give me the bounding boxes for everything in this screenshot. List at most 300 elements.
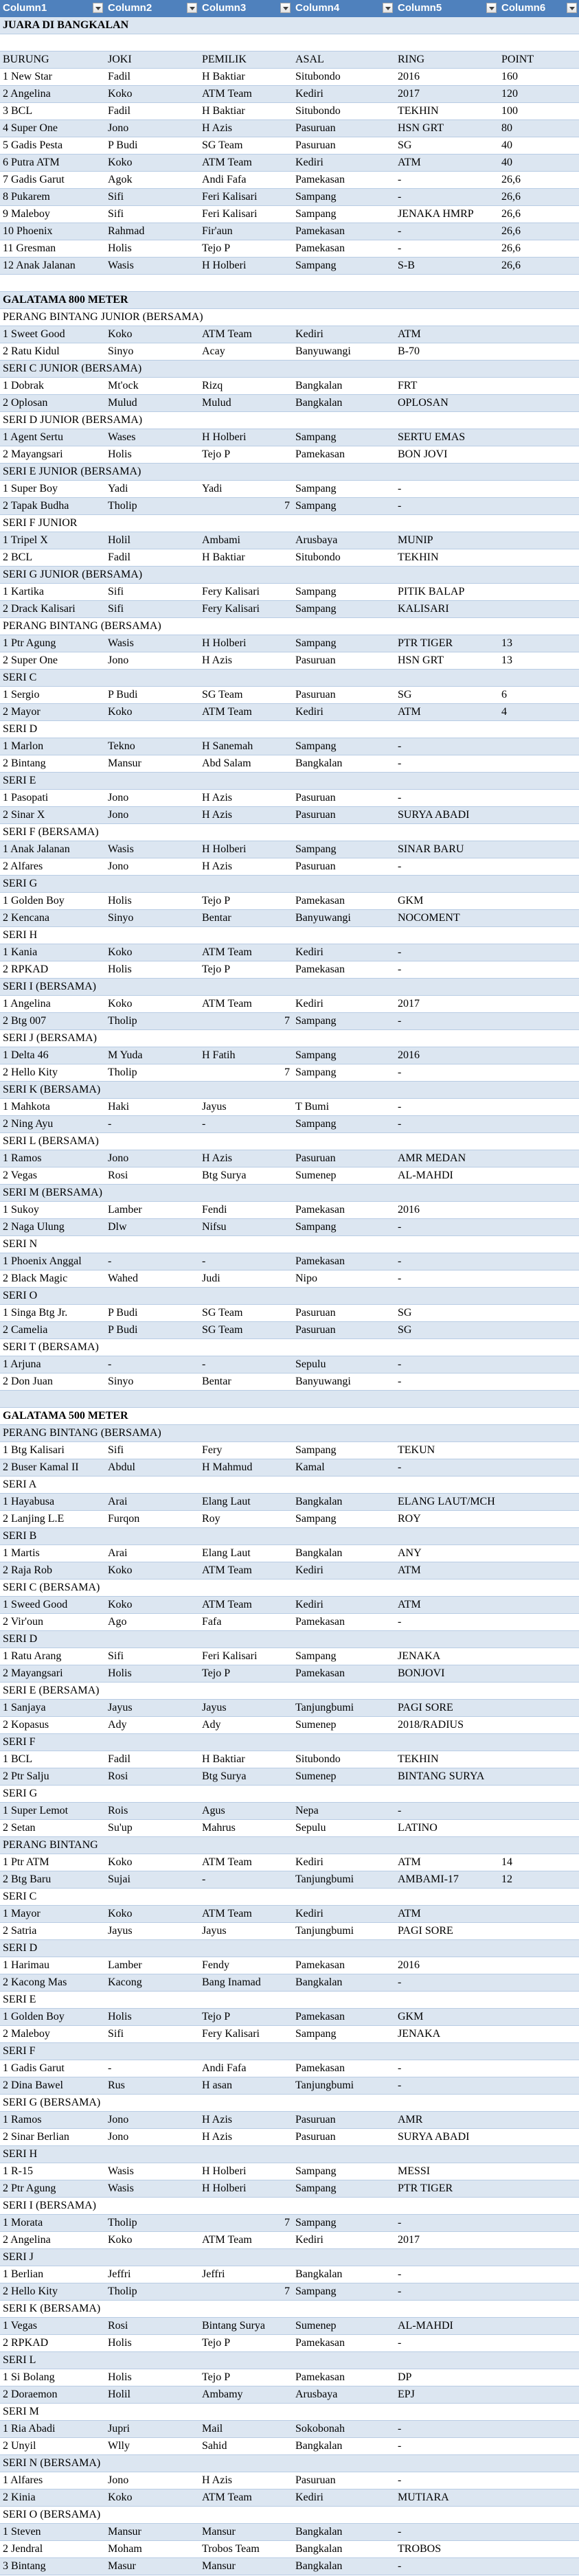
cell-column4[interactable]: Sampang: [295, 1118, 337, 1130]
cell-column2[interactable]: Koko: [108, 1908, 133, 1919]
cell-column4[interactable]: Pasuruan: [295, 2131, 336, 2143]
cell-column3[interactable]: Fafa: [202, 1616, 222, 1628]
cell-column6[interactable]: [499, 1545, 579, 1562]
cell-column3[interactable]: H Holberi: [202, 431, 247, 443]
cell-column3[interactable]: Sahid: [202, 2440, 227, 2452]
cell-column1[interactable]: SERI K (BERSAMA): [3, 2303, 101, 2314]
cell-column5[interactable]: S-B: [398, 260, 415, 271]
cell-column2[interactable]: P Budi: [108, 139, 138, 151]
cell-column2[interactable]: P Budi: [108, 1307, 138, 1319]
cell-column4[interactable]: [293, 1786, 395, 1802]
cell-column4[interactable]: Sampang: [295, 603, 337, 615]
cell-column1[interactable]: SERI F: [3, 1736, 36, 1748]
cell-column2[interactable]: Koko: [108, 328, 133, 340]
cell-column6[interactable]: [499, 1082, 579, 1098]
cell-column1[interactable]: 2 Btg Baru: [3, 1873, 52, 1885]
cell-column5[interactable]: JENAKA: [398, 1650, 441, 1662]
cell-column3[interactable]: SG Team: [202, 1307, 243, 1319]
filter-dropdown-button[interactable]: [567, 3, 577, 13]
cell-column3[interactable]: [199, 1030, 293, 1047]
cell-column2[interactable]: [105, 1734, 199, 1751]
cell-column2[interactable]: Wasis: [108, 2182, 134, 2194]
cell-column3[interactable]: 7: [284, 2286, 290, 2297]
cell-column2[interactable]: Jayus: [108, 1702, 133, 1713]
cell-column6[interactable]: [499, 1665, 579, 1682]
cell-column6[interactable]: [499, 549, 579, 566]
cell-column6[interactable]: [499, 1992, 579, 2008]
cell-column2[interactable]: Rois: [108, 1805, 128, 1816]
cell-column5[interactable]: [395, 2352, 499, 2369]
cell-column2[interactable]: Wasis: [108, 2165, 134, 2177]
cell-column6[interactable]: [499, 1751, 579, 1768]
cell-column1[interactable]: 2 Tapak Budha: [3, 500, 69, 512]
column-header-2[interactable]: [105, 0, 199, 16]
cell-column4[interactable]: Pasuruan: [295, 1324, 336, 1336]
cell-column6[interactable]: [499, 1288, 579, 1304]
cell-column6[interactable]: [499, 515, 579, 532]
cell-column5[interactable]: 2017: [398, 998, 420, 1010]
cell-column6[interactable]: [499, 1236, 579, 1253]
cell-column2[interactable]: Holil: [108, 534, 130, 546]
cell-column5[interactable]: 2016: [398, 71, 420, 82]
cell-column4[interactable]: [293, 1408, 395, 1424]
cell-column4[interactable]: Sampang: [295, 740, 337, 752]
cell-column4[interactable]: Sampang: [295, 2028, 337, 2040]
cell-column5[interactable]: [395, 2198, 499, 2214]
cell-column1[interactable]: 1 Ria Abadi: [3, 2423, 56, 2435]
cell-column4[interactable]: Pamekasan: [295, 2337, 345, 2349]
cell-column1[interactable]: 3 BCL: [3, 105, 33, 117]
cell-column1[interactable]: 10 Phoenix: [3, 225, 53, 237]
cell-column2[interactable]: Wasis: [108, 843, 134, 855]
cell-column4[interactable]: Kediri: [295, 1599, 323, 1610]
cell-column1[interactable]: SERI G (BERSAMA): [3, 2097, 101, 2108]
cell-column1[interactable]: SERI A: [3, 1479, 37, 1490]
cell-column1[interactable]: 1 Ramos: [3, 1152, 42, 1164]
cell-column1[interactable]: 2 Btg 007: [3, 1015, 47, 1027]
cell-column2[interactable]: [105, 773, 199, 789]
cell-column4[interactable]: [293, 1391, 395, 1407]
cell-column1[interactable]: SERI J (BERSAMA): [3, 1032, 97, 1044]
cell-column1[interactable]: 2 Alfares: [3, 860, 43, 872]
cell-column6[interactable]: [499, 2163, 579, 2180]
cell-column4[interactable]: Sampang: [295, 2286, 337, 2297]
cell-column5[interactable]: [395, 670, 499, 686]
cell-column4[interactable]: Pamekasan: [295, 1204, 345, 1216]
cell-column5[interactable]: [395, 876, 499, 892]
cell-column1[interactable]: 1 Kania: [3, 946, 38, 958]
cell-column1[interactable]: 7 Gadis Garut: [3, 174, 65, 185]
cell-column4[interactable]: [293, 876, 395, 892]
cell-column5[interactable]: -: [398, 2079, 402, 2091]
cell-column6[interactable]: [499, 1580, 579, 1596]
cell-column1[interactable]: SERI D: [3, 723, 38, 735]
cell-column3[interactable]: ATM Team: [202, 998, 252, 1010]
cell-column4[interactable]: Sampang: [295, 1513, 337, 1525]
cell-column5[interactable]: -: [398, 191, 402, 203]
cell-column5[interactable]: KALISARI: [398, 603, 449, 615]
cell-column1[interactable]: 12 Anak Jalanan: [3, 260, 76, 271]
cell-column5[interactable]: -: [398, 946, 402, 958]
cell-column1[interactable]: 2 Unyil: [3, 2440, 36, 2452]
cell-column1[interactable]: 2 Sinar Berlian: [3, 2131, 69, 2143]
cell-column2[interactable]: [105, 1940, 199, 1957]
cell-column6[interactable]: [499, 1974, 579, 1991]
cell-column5[interactable]: [395, 721, 499, 738]
cell-column4[interactable]: [293, 2404, 395, 2420]
cell-column2[interactable]: [105, 1408, 199, 1424]
cell-column6[interactable]: [499, 2335, 579, 2351]
cell-column3[interactable]: H Azis: [202, 2114, 232, 2125]
cell-column5[interactable]: PTR TIGER: [398, 637, 453, 649]
cell-column1[interactable]: 1 Agent Sertu: [3, 431, 63, 443]
cell-column1[interactable]: 1 Delta 46: [3, 1049, 49, 1061]
cell-column6[interactable]: [499, 1614, 579, 1630]
cell-column1[interactable]: SERI M (BERSAMA): [3, 1187, 102, 1198]
cell-column2[interactable]: Sifi: [108, 191, 124, 203]
cell-column1[interactable]: SERI B: [3, 1530, 37, 1542]
cell-column3[interactable]: Ambamy: [202, 2389, 243, 2400]
cell-column4[interactable]: Kediri: [295, 706, 323, 718]
cell-column3[interactable]: 7: [284, 1067, 290, 1078]
cell-column2[interactable]: [105, 2352, 199, 2369]
cell-column1[interactable]: 2 Maleboy: [3, 2028, 50, 2040]
cell-column6[interactable]: [499, 361, 579, 377]
column-header-1[interactable]: [0, 0, 105, 16]
cell-column2[interactable]: [105, 1339, 199, 1356]
cell-column4[interactable]: Pamekasan: [295, 1959, 345, 1971]
cell-column1[interactable]: PERANG BINTANG (BERSAMA): [3, 1427, 161, 1439]
cell-column4[interactable]: Sumenep: [295, 2320, 337, 2332]
cell-column1[interactable]: 2 Hello Kity: [3, 2286, 58, 2297]
cell-column5[interactable]: BON JOVI: [398, 448, 448, 460]
cell-column1[interactable]: 11 Gresman: [3, 242, 56, 254]
cell-column1[interactable]: PERANG BINTANG: [3, 1839, 98, 1851]
cell-column3[interactable]: Feri Kalisari: [202, 191, 258, 203]
cell-column6[interactable]: [499, 2215, 579, 2231]
cell-column5[interactable]: [395, 567, 499, 583]
cell-column5[interactable]: 2016: [398, 1204, 420, 1216]
cell-column6[interactable]: 26,6: [501, 260, 521, 271]
cell-column5[interactable]: [395, 1631, 499, 1648]
cell-column2[interactable]: Lamber: [108, 1204, 142, 1216]
cell-column1[interactable]: BURUNG: [3, 54, 49, 65]
cell-column4[interactable]: Pasuruan: [295, 1152, 336, 1164]
cell-column2[interactable]: Mulud: [108, 397, 137, 409]
cell-column1[interactable]: 2 Dina Bawel: [3, 2079, 63, 2091]
cell-column6[interactable]: [499, 1906, 579, 1922]
cell-column4[interactable]: Sampang: [295, 1444, 337, 1456]
cell-column5[interactable]: [395, 773, 499, 789]
cell-column2[interactable]: [105, 2404, 199, 2420]
cell-column1[interactable]: 3 Bintang: [3, 2560, 46, 2572]
cell-column4[interactable]: Bangkalan: [295, 397, 343, 409]
cell-column5[interactable]: -: [398, 740, 402, 752]
cell-column6[interactable]: [499, 996, 579, 1012]
filter-dropdown-button[interactable]: [383, 3, 393, 13]
cell-column3[interactable]: [199, 1288, 293, 1304]
cell-column3[interactable]: Mulud: [202, 397, 231, 409]
cell-column5[interactable]: TEKHIN: [398, 551, 439, 563]
cell-column2[interactable]: Rosi: [108, 1170, 128, 1181]
cell-column5[interactable]: -: [398, 1805, 402, 1816]
cell-column3[interactable]: Jayus: [202, 1702, 227, 1713]
cell-column3[interactable]: [199, 721, 293, 738]
cell-column2[interactable]: Jono: [108, 809, 129, 821]
cell-column5[interactable]: -: [398, 2440, 402, 2452]
cell-column5[interactable]: [395, 1185, 499, 1201]
cell-column5[interactable]: -: [398, 2423, 402, 2435]
filter-dropdown-button[interactable]: [486, 3, 497, 13]
cell-column5[interactable]: NOCOMENT: [398, 912, 460, 924]
cell-column5[interactable]: ATM: [398, 1856, 421, 1868]
cell-column6[interactable]: [499, 2146, 579, 2163]
cell-column4[interactable]: [293, 1940, 395, 1957]
cell-column1[interactable]: 1 Phoenix Anggal: [3, 1255, 82, 1267]
cell-column6[interactable]: [499, 2472, 579, 2489]
cell-column4[interactable]: Pasuruan: [295, 139, 336, 151]
cell-column5[interactable]: -: [398, 860, 402, 872]
cell-column4[interactable]: [293, 2146, 395, 2163]
cell-column5[interactable]: [395, 618, 499, 635]
cell-column4[interactable]: Pamekasan: [295, 448, 345, 460]
cell-column2[interactable]: [105, 1391, 199, 1407]
cell-column5[interactable]: [395, 2249, 499, 2266]
cell-column4[interactable]: Sepulu: [295, 1822, 326, 1834]
cell-column3[interactable]: [199, 275, 293, 291]
cell-column2[interactable]: Tholip: [108, 2286, 137, 2297]
cell-column4[interactable]: Nepa: [295, 1805, 319, 1816]
cell-column3[interactable]: [199, 2404, 293, 2420]
cell-column6[interactable]: [499, 2541, 579, 2557]
cell-column5[interactable]: [395, 1940, 499, 1957]
cell-column2[interactable]: -: [108, 2062, 112, 2074]
cell-column2[interactable]: [105, 275, 199, 291]
cell-column1[interactable]: 1 Alfares: [3, 2474, 43, 2486]
cell-column5[interactable]: HSN GRT: [398, 122, 444, 134]
cell-column1[interactable]: 1 Sergio: [3, 689, 40, 700]
cell-column3[interactable]: Ambami: [202, 534, 240, 546]
cell-column4[interactable]: [293, 2507, 395, 2523]
cell-column6[interactable]: [499, 773, 579, 789]
cell-column1[interactable]: 2 Don Juan: [3, 1376, 53, 1387]
cell-column3[interactable]: [199, 1133, 293, 1150]
cell-column3[interactable]: Tejo P: [202, 2337, 231, 2349]
cell-column5[interactable]: SURYA ABADI: [398, 2131, 470, 2143]
cell-column6[interactable]: [499, 17, 579, 34]
cell-column5[interactable]: ATM: [398, 1564, 421, 1576]
cell-column2[interactable]: Mansur: [108, 757, 141, 769]
cell-column6[interactable]: [499, 1477, 579, 1493]
cell-column6[interactable]: [499, 1734, 579, 1751]
cell-column2[interactable]: Agok: [108, 174, 133, 185]
cell-column2[interactable]: Wases: [108, 431, 136, 443]
cell-column2[interactable]: [105, 361, 199, 377]
cell-column4[interactable]: [293, 1683, 395, 1699]
cell-column1[interactable]: 2 Sinar X: [3, 809, 45, 821]
cell-column2[interactable]: -: [108, 1255, 112, 1267]
cell-column1[interactable]: SERI E: [3, 1994, 36, 2005]
cell-column4[interactable]: [293, 1185, 395, 1201]
cell-column2[interactable]: Koko: [108, 706, 133, 718]
cell-column6[interactable]: 40: [501, 157, 512, 168]
cell-column3[interactable]: H Baktiar: [202, 105, 245, 117]
cell-column3[interactable]: H Baktiar: [202, 71, 245, 82]
cell-column5[interactable]: SINAR BARU: [398, 843, 464, 855]
cell-column3[interactable]: [199, 2301, 293, 2317]
cell-column6[interactable]: [499, 1064, 579, 1081]
cell-column2[interactable]: Holis: [108, 964, 132, 975]
cell-column3[interactable]: Bentar: [202, 1376, 231, 1387]
cell-column3[interactable]: Tejo P: [202, 964, 231, 975]
cell-column1[interactable]: 1 Btg Kalisari: [3, 1444, 65, 1456]
cell-column2[interactable]: Su'up: [108, 1822, 133, 1834]
cell-column4[interactable]: Pasuruan: [295, 809, 336, 821]
cell-column4[interactable]: [293, 2301, 395, 2317]
cell-column1[interactable]: 1 Vegas: [3, 2320, 37, 2332]
cell-column2[interactable]: Fadil: [108, 105, 130, 117]
cell-column2[interactable]: M Yuda: [108, 1049, 143, 1061]
cell-column5[interactable]: [395, 1734, 499, 1751]
cell-column5[interactable]: EPJ: [398, 2389, 415, 2400]
cell-column1[interactable]: 2 Hello Kity: [3, 1067, 58, 1078]
cell-column6[interactable]: [499, 2095, 579, 2111]
cell-column4[interactable]: Situbondo: [295, 105, 341, 117]
cell-column5[interactable]: [395, 1889, 499, 1905]
cell-column2[interactable]: Jono: [108, 792, 129, 803]
cell-column3[interactable]: [199, 1940, 293, 1957]
cell-column2[interactable]: JOKI: [108, 54, 132, 65]
cell-column5[interactable]: -: [398, 242, 402, 254]
cell-column3[interactable]: [199, 1408, 293, 1424]
cell-column4[interactable]: Kediri: [295, 1856, 323, 1868]
cell-column4[interactable]: Pamekasan: [295, 2371, 345, 2383]
cell-column5[interactable]: -: [398, 174, 402, 185]
cell-column4[interactable]: [293, 34, 395, 51]
cell-column4[interactable]: Pasuruan: [295, 654, 336, 666]
cell-column2[interactable]: [105, 1786, 199, 1802]
cell-column2[interactable]: Sifi: [108, 603, 124, 615]
cell-column6[interactable]: [499, 275, 579, 291]
cell-column6[interactable]: [499, 2060, 579, 2077]
cell-column4[interactable]: Pamekasan: [295, 1667, 345, 1679]
cell-column2[interactable]: P Budi: [108, 1324, 138, 1336]
cell-column5[interactable]: FRT: [398, 380, 418, 391]
cell-column3[interactable]: [199, 1734, 293, 1751]
column-header-5[interactable]: [395, 0, 499, 16]
cell-column6[interactable]: [499, 858, 579, 875]
cell-column6[interactable]: [499, 378, 579, 394]
cell-column3[interactable]: [199, 567, 293, 583]
cell-column6[interactable]: [499, 498, 579, 514]
cell-column2[interactable]: [105, 1631, 199, 1648]
cell-column4[interactable]: Sampang: [295, 208, 337, 220]
cell-column6[interactable]: [499, 2489, 579, 2506]
cell-column2[interactable]: Holis: [108, 2371, 132, 2383]
cell-column1[interactable]: 2 Camelia: [3, 1324, 48, 1336]
cell-column4[interactable]: [293, 824, 395, 841]
cell-column3[interactable]: ATM Team: [202, 2234, 252, 2246]
cell-column2[interactable]: Rus: [108, 2079, 125, 2091]
cell-column2[interactable]: Tholip: [108, 500, 137, 512]
cell-column3[interactable]: 7: [284, 2217, 290, 2229]
cell-column5[interactable]: -: [398, 1461, 402, 1473]
cell-column4[interactable]: [293, 2198, 395, 2214]
cell-column4[interactable]: Sampang: [295, 2165, 337, 2177]
cell-column2[interactable]: [105, 1288, 199, 1304]
cell-column1[interactable]: 2 Mayangsari: [3, 1667, 63, 1679]
cell-column3[interactable]: Fery Kalisari: [202, 603, 260, 615]
cell-column1[interactable]: SERI H: [3, 2148, 38, 2160]
cell-column2[interactable]: P Budi: [108, 689, 138, 700]
cell-column4[interactable]: Kediri: [295, 946, 323, 958]
cell-column2[interactable]: Furqon: [108, 1513, 140, 1525]
cell-column3[interactable]: -: [202, 1873, 206, 1885]
cell-column2[interactable]: Fadil: [108, 1753, 130, 1765]
cell-column5[interactable]: [395, 2455, 499, 2472]
cell-column4[interactable]: Sampang: [295, 1049, 337, 1061]
cell-column5[interactable]: GKM: [398, 2011, 424, 2022]
cell-column5[interactable]: -: [398, 1273, 402, 1284]
cell-column6[interactable]: [499, 464, 579, 480]
cell-column4[interactable]: [293, 515, 395, 532]
cell-column2[interactable]: Holis: [108, 448, 132, 460]
cell-column6[interactable]: [499, 1253, 579, 1270]
cell-column1[interactable]: 1 Berlian: [3, 2268, 44, 2280]
cell-column6[interactable]: [499, 2129, 579, 2145]
cell-column4[interactable]: Sampang: [295, 483, 337, 494]
cell-column4[interactable]: [293, 1992, 395, 2008]
cell-column4[interactable]: Situbondo: [295, 1753, 341, 1765]
cell-column4[interactable]: Sampang: [295, 2182, 337, 2194]
cell-column2[interactable]: Arai: [108, 1547, 128, 1559]
cell-column3[interactable]: Bentar: [202, 912, 231, 924]
cell-column5[interactable]: 2017: [398, 2234, 420, 2246]
cell-column2[interactable]: [105, 2455, 199, 2472]
cell-column5[interactable]: TEKUN: [398, 1444, 435, 1456]
cell-column3[interactable]: [199, 1339, 293, 1356]
cell-column3[interactable]: H Azis: [202, 1152, 232, 1164]
cell-column6[interactable]: [499, 721, 579, 738]
cell-column5[interactable]: SURYA ABADI: [398, 809, 470, 821]
cell-column3[interactable]: H Azis: [202, 2131, 232, 2143]
cell-column1[interactable]: 1 Super Lemot: [3, 1805, 69, 1816]
cell-column6[interactable]: [499, 944, 579, 961]
cell-column4[interactable]: Banyuwangi: [295, 1376, 351, 1387]
cell-column3[interactable]: [199, 876, 293, 892]
cell-column3[interactable]: ATM Team: [202, 1564, 252, 1576]
cell-column6[interactable]: 160: [501, 71, 518, 82]
cell-column4[interactable]: [293, 309, 395, 326]
cell-column2[interactable]: Wlly: [108, 2440, 130, 2452]
cell-column6[interactable]: [499, 1099, 579, 1115]
cell-column1[interactable]: 5 Gadis Pesta: [3, 139, 63, 151]
cell-column2[interactable]: Sifi: [108, 2028, 124, 2040]
cell-column4[interactable]: T Bumi: [295, 1101, 330, 1113]
cell-column6[interactable]: [499, 1837, 579, 1854]
cell-column5[interactable]: TEKHIN: [398, 1753, 439, 1765]
cell-column6[interactable]: [499, 1648, 579, 1665]
cell-column4[interactable]: [293, 618, 395, 635]
cell-column3[interactable]: Tejo P: [202, 895, 231, 907]
cell-column4[interactable]: Bangkalan: [295, 2440, 343, 2452]
cell-column2[interactable]: Koko: [108, 2492, 133, 2503]
cell-column3[interactable]: Btg Surya: [202, 1770, 247, 1782]
cell-column1[interactable]: 1 Sukoy: [3, 1204, 39, 1216]
cell-column3[interactable]: H Mahmud: [202, 1461, 253, 1473]
cell-column5[interactable]: ATM: [398, 1908, 421, 1919]
cell-column3[interactable]: [199, 515, 293, 532]
